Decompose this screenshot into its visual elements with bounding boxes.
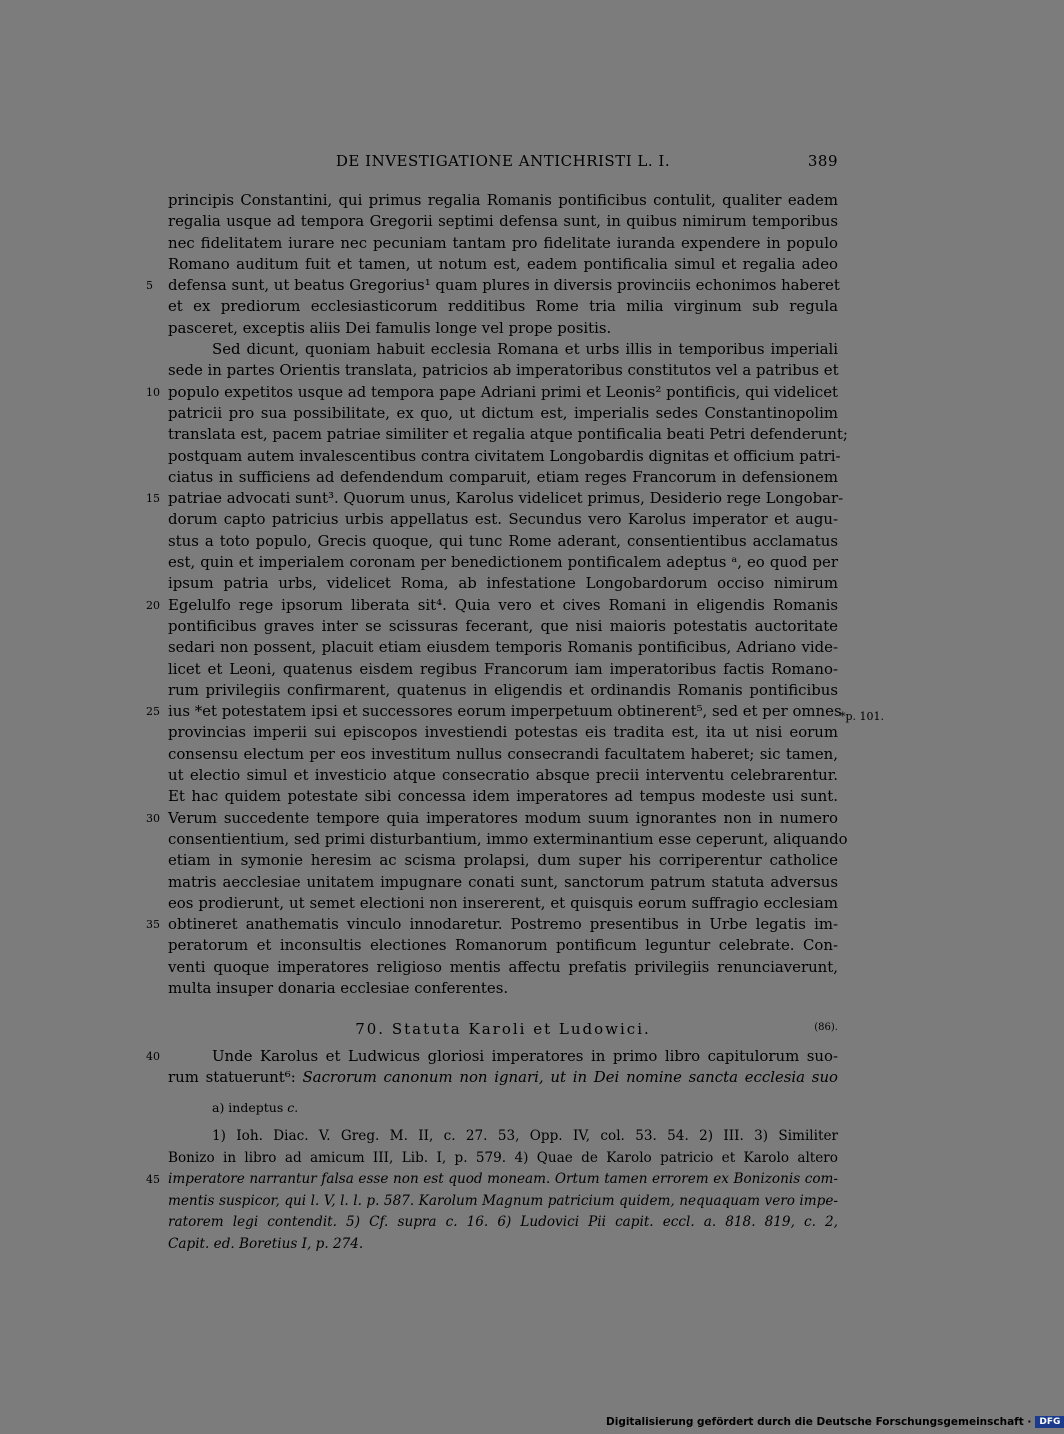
dfg-logo-icon: DFG xyxy=(1035,1416,1064,1428)
text-line: 25 ius *et potestatem ipsi et successores eorum imperpetuum obtinerent⁵, sed et per omnes xyxy=(168,701,838,722)
text-line: 15 patriae advocati sunt³. Quorum unus, Karolus videlicet primus, Desiderio rege Longobar- xyxy=(168,488,838,509)
text-line: pontificibus graves inter se scissuras fecerant, que nisi maioris potestatis auctoritate xyxy=(168,616,838,635)
text-line: dorum capto patricius urbis appellatus est. Secundus vero Karolus imperator et augu- xyxy=(168,510,838,529)
text-line: ut electio simul et investicio atque consecratio absque precii interventu celebrarentur. xyxy=(168,766,838,785)
text-line: multa insuper donaria ecclesiae conferentes. xyxy=(168,978,509,997)
text-line: 5 defensa sunt, ut beatus Gregorius¹ quam plures in diversis provinciis echonimos haberet xyxy=(168,275,838,296)
text-line: consensu electum per eos investitum nullus consecrandi facultatem haberet; sic tamen, xyxy=(168,744,838,763)
text-line: rum statuerunt⁶: Sacrorum canonum non ignari, ut in Dei nomine sancta ecclesia suo xyxy=(168,1068,838,1087)
text-line: postquam autem invalescentibus contra civitatem Longobardis dignitas et officium patri- xyxy=(168,446,841,465)
line-number: 15 xyxy=(146,492,160,506)
text-line: peratorum et inconsultis electiones Romanorum pontificum leguntur celebrate. Con- xyxy=(168,936,838,955)
section-text xyxy=(146,1046,838,1089)
footnotes xyxy=(146,1126,838,1255)
text-line: licet et Leoni, quatenus eisdem regibus Francorum iam imperatoribus factis Romano- xyxy=(168,659,838,678)
text-line: venti quoque imperatores religioso mentis affectu prefatis privilegiis renunciaverunt, xyxy=(168,957,838,976)
line-number: 5 xyxy=(146,279,153,293)
section-heading xyxy=(168,1020,838,1042)
footnote-line: mentis suspicor, qui l. V, l. l. p. 587. Karolum Magnum patricium quidem, nequaquam vero impe- xyxy=(168,1192,838,1209)
text-line: provincias imperii sui episcopos investiendi potestas eis tradita est, ita ut nisi eorum xyxy=(168,723,838,742)
text-line: sede in partes Orientis translata, patricios ab imperatoribus constitutos vel a patribus et xyxy=(168,361,839,380)
text-line: pasceret, exceptis aliis Dei famulis longe vel prope positis. xyxy=(168,318,612,337)
margin-page-reference: *p. 101. xyxy=(840,710,885,723)
text-line: 20 Egelulfo rege ipsorum liberata sit⁴. Quia vero et cives Romani in eligendis Romanis xyxy=(168,595,838,616)
dfg-funding-notice: Digitalisierung gefördert durch die Deutsche Forschungsgemeinschaft · DFG xyxy=(606,1416,996,1432)
line-number: 35 xyxy=(146,918,160,932)
text-line: eos prodierunt, ut semet electioni non insererent, et quisquis eorum suffragio ecclesiam xyxy=(168,893,838,912)
line-number: 30 xyxy=(146,811,160,825)
text-line: patricii pro sua possibilitate, ex quo, ut dictum est, imperialis sedes Constantinopolim xyxy=(168,403,838,422)
main-text xyxy=(146,190,848,999)
text-line: et ex prediorum ecclesiasticorum redditibus Rome tria milia virginum sub regula xyxy=(168,297,838,316)
text-line: regalia usque ad tempora Gregorii septimi defensa sunt, in quibus nimirum temporibus xyxy=(168,212,838,231)
footnote-line: 1) Ioh. Diac. V. Greg. M. II, c. 27. 53, Opp. IV, col. 53. 54. 2) III. 3) Similiter xyxy=(212,1128,838,1144)
text-line: principis Constantini, qui primus regalia Romanis pontificibus contulit, qualiter eadem xyxy=(168,191,838,209)
footnote-line: 45 imperatore narrantur falsa esse non est quod moneam. Ortum tamen errorem ex Bonizonis com- xyxy=(168,1169,838,1191)
text-line: ciatus in sufficiens ad defendendum comparuit, etiam reges Francorum in defensionem xyxy=(168,467,838,486)
text-line: matris aecclesiae unitatem impugnare conati sunt, sanctorum patrum statuta adversus xyxy=(168,872,838,891)
text-line: est, quin et imperialem coronam per benedictionem pontificalem adeptus ᵃ, eo quod per xyxy=(168,553,838,572)
text-line: 30 Verum succedente tempore quia imperatores modum suum ignorantes non in numero xyxy=(168,808,838,829)
text-line: etiam in symonie heresim ac scisma prolapsi, dum super his corriperentur catholice xyxy=(168,851,838,870)
text-line: 10 populo expetitos usque ad tempora pape Adriani primi et Leonis² pontificis, qui videlicet xyxy=(168,382,838,403)
page-number: 389 xyxy=(807,152,838,170)
text-line: ipsum patria urbs, videlicet Roma, ab infestatione Longobardorum occiso nimirum xyxy=(168,574,838,593)
line-number: 25 xyxy=(146,705,160,719)
text-line: 35 obtineret anathematis vinculo innodaretur. Postremo presentibus in Urbe legatis im- xyxy=(168,914,838,935)
text-line: stus a toto populo, Grecis quoque, qui tunc Rome aderant, consentientibus acclamatus xyxy=(168,531,838,550)
line-number: 10 xyxy=(146,385,160,399)
section-side-reference: (86). xyxy=(814,1022,838,1033)
line-number: 40 xyxy=(146,1050,160,1063)
running-header xyxy=(168,152,838,176)
text-line: nec fidelitatem iurare nec pecuniam tantam pro fidelitate iuranda expendere in populo xyxy=(168,233,838,252)
text-line: Sed dicunt, quoniam habuit ecclesia Romana et urbs illis in temporibus imperiali xyxy=(212,340,838,359)
footnote-line: ratorem legi contendit. 5) Cf. supra c. 16. 6) Ludovici Pii capit. eccl. a. 818. 819, c. 2, xyxy=(168,1214,838,1230)
section-title: 70. Statuta Karoli et Ludowici. xyxy=(355,1020,651,1038)
line-number: 20 xyxy=(146,598,160,612)
text-line: rum privilegiis confirmarent, quatenus in eligendis et ordinandis Romanis pontificibus xyxy=(168,680,838,699)
text-line: 40 Unde Karolus et Ludwicus gloriosi imperatores in primo libro capitulorum suo- xyxy=(168,1046,838,1067)
line-number: 45 xyxy=(146,1173,160,1186)
footnote-line: Capit. ed. Boretius I, p. 274. xyxy=(168,1235,364,1252)
text-line: Et hac quidem potestate sibi concessa idem imperatores ad tempus modeste usi sunt. xyxy=(168,787,838,806)
running-title: DE INVESTIGATIONE ANTICHRISTI L. I. xyxy=(335,152,671,170)
footnote-line: Bonizo in libro ad amicum III, Lib. I, p. 579. 4) Quae de Karolo patricio et Karolo altero xyxy=(168,1149,838,1166)
text-line: Romano auditum fuit et tamen, ut notum est, eadem pontificalia simul et regalia adeo xyxy=(168,254,838,273)
text-line: consentientium, sed primi disturbantium, immo exterminantium esse ceperunt, aliquando xyxy=(168,829,848,848)
text-line: sedari non possent, placuit etiam eiusdem temporis Romanis pontificibus, Adriano vide- xyxy=(168,638,838,657)
text-line: translata est, pacem patriae similiter et regalia atque pontificalia beati Petri defenderunt; xyxy=(168,425,848,444)
apparatus-note: a) indeptus c. xyxy=(212,1100,299,1115)
